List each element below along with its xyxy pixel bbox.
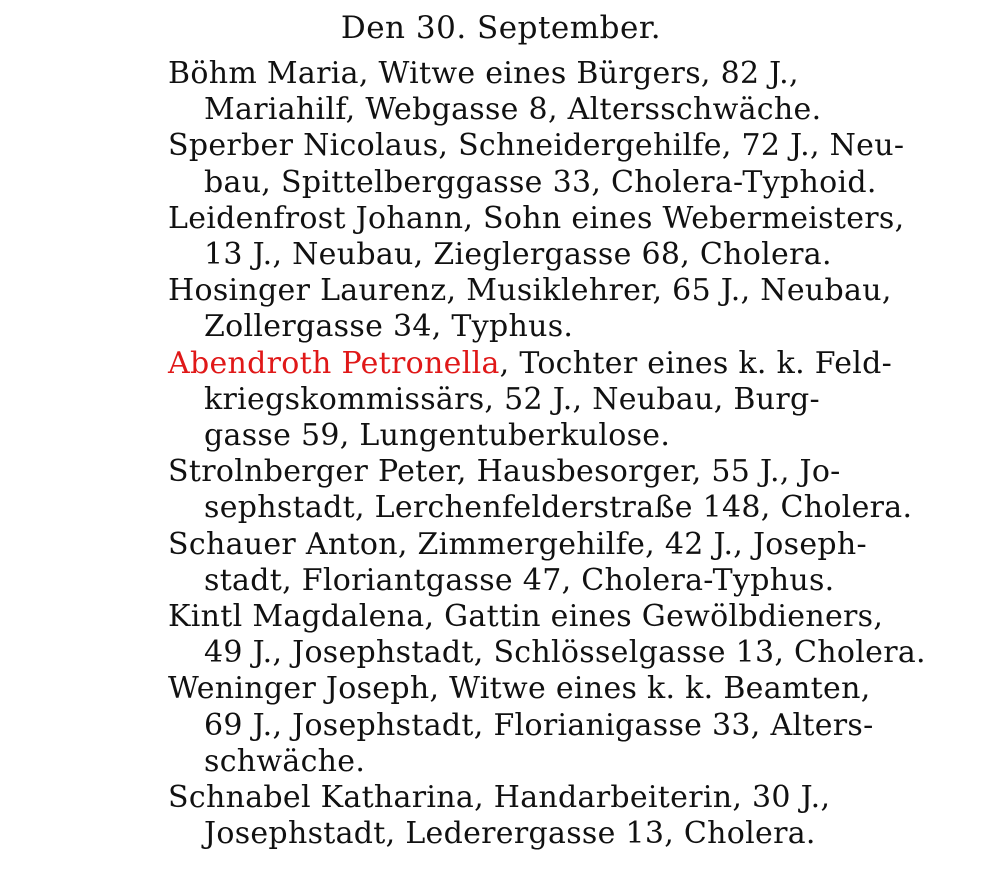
entry-line: Josephstadt, Lederergasse 13, Cholera. (204, 816, 816, 852)
entry-line-rest: , Tochter eines k. k. Feld- (499, 345, 893, 381)
entry-line: Sperber Nicolaus, Schneidergehilfe, 72 J., Neu- (168, 128, 905, 164)
list-item (168, 200, 905, 273)
entry-line: Leidenfrost Johann, Sohn eines Webermeisters, (168, 200, 905, 236)
list-item (168, 345, 893, 455)
entry-line: Hosinger Laurenz, Musiklehrer, 65 J., Neubau, (168, 273, 892, 309)
entry-line: Mariahilf, Webgasse 8, Altersschwäche. (204, 92, 822, 128)
entry-line: gasse 59, Lungentuberkulose. (204, 418, 671, 454)
entry-line: Zollergasse 34, Typhus. (204, 309, 574, 345)
list-item (168, 527, 868, 599)
entry-list (168, 56, 926, 852)
entry-line: Strolnberger Peter, Hausbesorger, 55 J., Jo- (168, 454, 841, 490)
list-item (168, 128, 905, 200)
highlighted-name: Abendroth Petronella (168, 345, 500, 381)
list-item (168, 599, 926, 671)
entry-line: 13 J., Neubau, Zieglergasse 68, Cholera. (204, 237, 832, 273)
entry-line: Weninger Joseph, Witwe eines k. k. Beamten, (168, 671, 871, 707)
list-item (168, 56, 868, 128)
entry-line: 69 J., Josephstadt, Florianigasse 33, Alters- (204, 707, 874, 743)
entry-line: Kintl Magdalena, Gattin eines Gewölbdieners, (168, 599, 884, 635)
list-item (168, 780, 868, 852)
entry-line: bau, Spittelberggasse 33, Cholera-Typhoid. (204, 164, 877, 200)
entry-line: kriegskommissärs, 52 J., Neubau, Burg- (204, 381, 820, 417)
entry-line (168, 345, 893, 382)
entry-line: sephstadt, Lerchenfelderstraße 148, Cholera. (204, 490, 913, 526)
list-item (168, 454, 913, 526)
entry-line: 49 J., Josephstadt, Schlösselgasse 13, Cholera. (204, 635, 926, 671)
entry-line: Schnabel Katharina, Handarbeiterin, 30 J., (168, 780, 831, 816)
entry-line: Böhm Maria, Witwe eines Bürgers, 82 J., (168, 56, 799, 91)
list-item (168, 671, 874, 780)
entry-line: schwäche. (204, 743, 366, 779)
entry-line: stadt, Floriantgasse 47, Cholera-Typhus. (204, 562, 835, 598)
entry-line: Schauer Anton, Zimmergehilfe, 42 J., Joseph- (168, 526, 867, 562)
page-heading: Den 30. September. (340, 10, 662, 46)
list-item (168, 273, 892, 345)
